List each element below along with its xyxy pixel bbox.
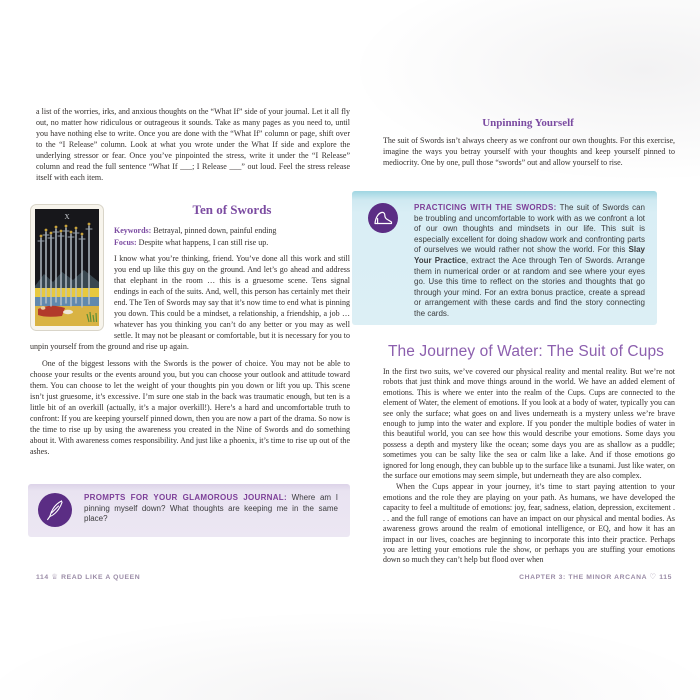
practice-with-swords-box xyxy=(352,191,657,325)
heading-suit-of-cups: The Journey of Water: The Suit of Cups xyxy=(387,343,665,360)
prompt-text xyxy=(84,493,338,525)
practice-bold-phrase: Slay Your Practice xyxy=(414,245,645,265)
tarot-card-illustration xyxy=(30,204,104,331)
practice-text xyxy=(414,203,645,320)
prompt-body: Where am I pinning myself down? What thoughts are keeping me in the same place? xyxy=(84,493,338,524)
book-title: READ LIKE A QUEEN xyxy=(61,574,141,581)
crown-icon: ♕ xyxy=(51,572,59,581)
practice-body-1: The suit of Swords can be troubling and uncomfortable to work with as we confront a lot of our own thoughts and mindsets in our life. This suit is especially excellent for doing shadow work and confronting parts of ourselves we would rather not show the world. For this xyxy=(414,203,645,255)
left-page-footer xyxy=(36,572,140,581)
body-paragraph: One of the biggest lessons with the Swords is the power of choice. You may not be able to choose your results or the events around you, but you can choose your outlook and attitude toward them. You can choose to let the weight of your thoughts pin you down or lift you up. This scene isn’t just gruesome, it’s excessive. I’m sure one stab in the back was traumatic enough, but ten is a little bit of an overkill (actually, it’s a major overkill!). Here’s a hard and uncomfortable truth to confront: If you are keeping yourself pinned down, then you are now a part of the drama. So now is the time to rise up by using the awareness you created in the Nine of Swords and do something about it. With awareness comes responsibility. And just like a phoenix, it’s time to rise up out of the ashes. xyxy=(30,359,350,456)
body-paragraph: In the first two suits, we’ve covered our physical reality and mental reality. But we’re not robots that just think and move things around in the world. We have an added element of emotions. This is where we enter into the realm of the Cups. Cups are connected to the element of Water, the element of emotions. If you look at a body of water, typically you can see only the surface; what goes on and lives underneath is a mystery unless we’re brave enough to jump into the water and explore. If you ponder the multiple bodies of water in this beautiful world, you can see how this would describe your emotions. Some days you possess a depth and mystery like the ocean; some days you are as shallow as a puddle; sometimes you can be salty like the sea or calm like a lake. And if those emotions go ignored for long enough, they can bubble up to the surface like a tsunami. Just like water, on the surface our emotions may seem simple, but underneath they are also complex. xyxy=(383,367,675,481)
focus-value: Despite what happens, I can still rise up. xyxy=(136,237,269,247)
chapter-title: CHAPTER 3: THE MINOR ARCANA xyxy=(519,574,647,581)
ten-of-swords-card xyxy=(30,204,104,331)
right-page xyxy=(350,0,700,700)
right-page-footer xyxy=(519,572,672,581)
keywords-value: Betrayal, pinned down, painful ending xyxy=(151,226,277,235)
intro-paragraph: a list of the worries, irks, and anxious thoughts on the “What If” side of your journal. Let it all fly out, no matter how ridiculous or outrageous it sounds. Take as many pages as you need to, until you have nothing else to write. Once you are done with the “What If” column or page, shift over to the “I Release” column. Look at what you wrote under the What If side and explore the underlying stressor or fear. Once you’ve pinpointed the stress, write it under the “I Release” column and read the full sentence “What If ___; I Release ___” out loud. Feel the stress release itself with each item. xyxy=(36,107,350,182)
body-paragraph: I know what you’re thinking, friend. You’ve done all this work and still you end up like this guy on the ground. And let’s go ahead and address that elephant in the room … this is a gruesome scene. Tens signal endings in each of the suits. And, well, this person has certainly met their end. The Ten of Swords may say that it’s now time to end what is pinning you down. This could be a mindset, a relationship, a friendship, a job … whatever has you thinking you can’t do any better or you may as well settle. It may not be pleasant or comfortable, but it is necessary for you to unpin yourself from the ground and rise up again. xyxy=(30,254,350,351)
keywords-label: Keywords: xyxy=(114,226,152,235)
practice-body-2: , extract the Ace through Ten of Swords. Arrange them in numerical order or at random and see where your eyes go. Use this time to reflect on the stories and thoughts that go through your mind. For an extra bonus practice, create a spread or arrangement with these cards and find the story connecting the cards. xyxy=(414,255,646,318)
ten-of-swords-section xyxy=(30,202,350,457)
quill-pen-icon xyxy=(38,493,72,527)
high-heel-icon xyxy=(368,203,398,233)
body-paragraph: The suit of Swords isn’t always cheery as we confront our own thoughts. For this exercise, imagine the ways you betray yourself with your thoughts and keep yourself pinned to mediocrity. One by one, pull those “swords” out and allow yourself to rise. xyxy=(383,136,675,167)
journal-prompt-box xyxy=(28,484,350,537)
cups-body xyxy=(383,367,675,566)
heading-unpinning-yourself: Unpinning Yourself xyxy=(482,117,574,129)
section-title: Ten of Swords xyxy=(192,202,272,217)
heart-icon: ♡ xyxy=(649,572,657,581)
practice-title: PRACTICING WITH THE SWORDS: xyxy=(414,203,557,212)
body-paragraph: When the Cups appear in your journey, it’s time to start paying attention to your emotions and the role they are playing on your path. As humans, we have developed the capacity to feel a multitude of emotions: joy, fear, sadness, elation, depression, excitement . . . and the full range of emotions can have an impact on our physical and mental bodies. As awareness grows around the realm of emotional intelligence, or EQ, and how it has an impact in our lives, coaches are beginning to incorporate this into their practice. Perhaps you are letting your emotions rule the show, or perhaps you are stuffing your emotions down so much they can’t help but flood over when xyxy=(383,482,675,565)
card-numeral: X xyxy=(64,213,70,221)
page-number: 115 xyxy=(659,574,672,581)
page-number: 114 xyxy=(36,574,49,581)
focus-label: Focus: xyxy=(114,237,137,247)
prompt-title: PROMPTS FOR YOUR GLAMOROUS JOURNAL: xyxy=(84,493,287,502)
